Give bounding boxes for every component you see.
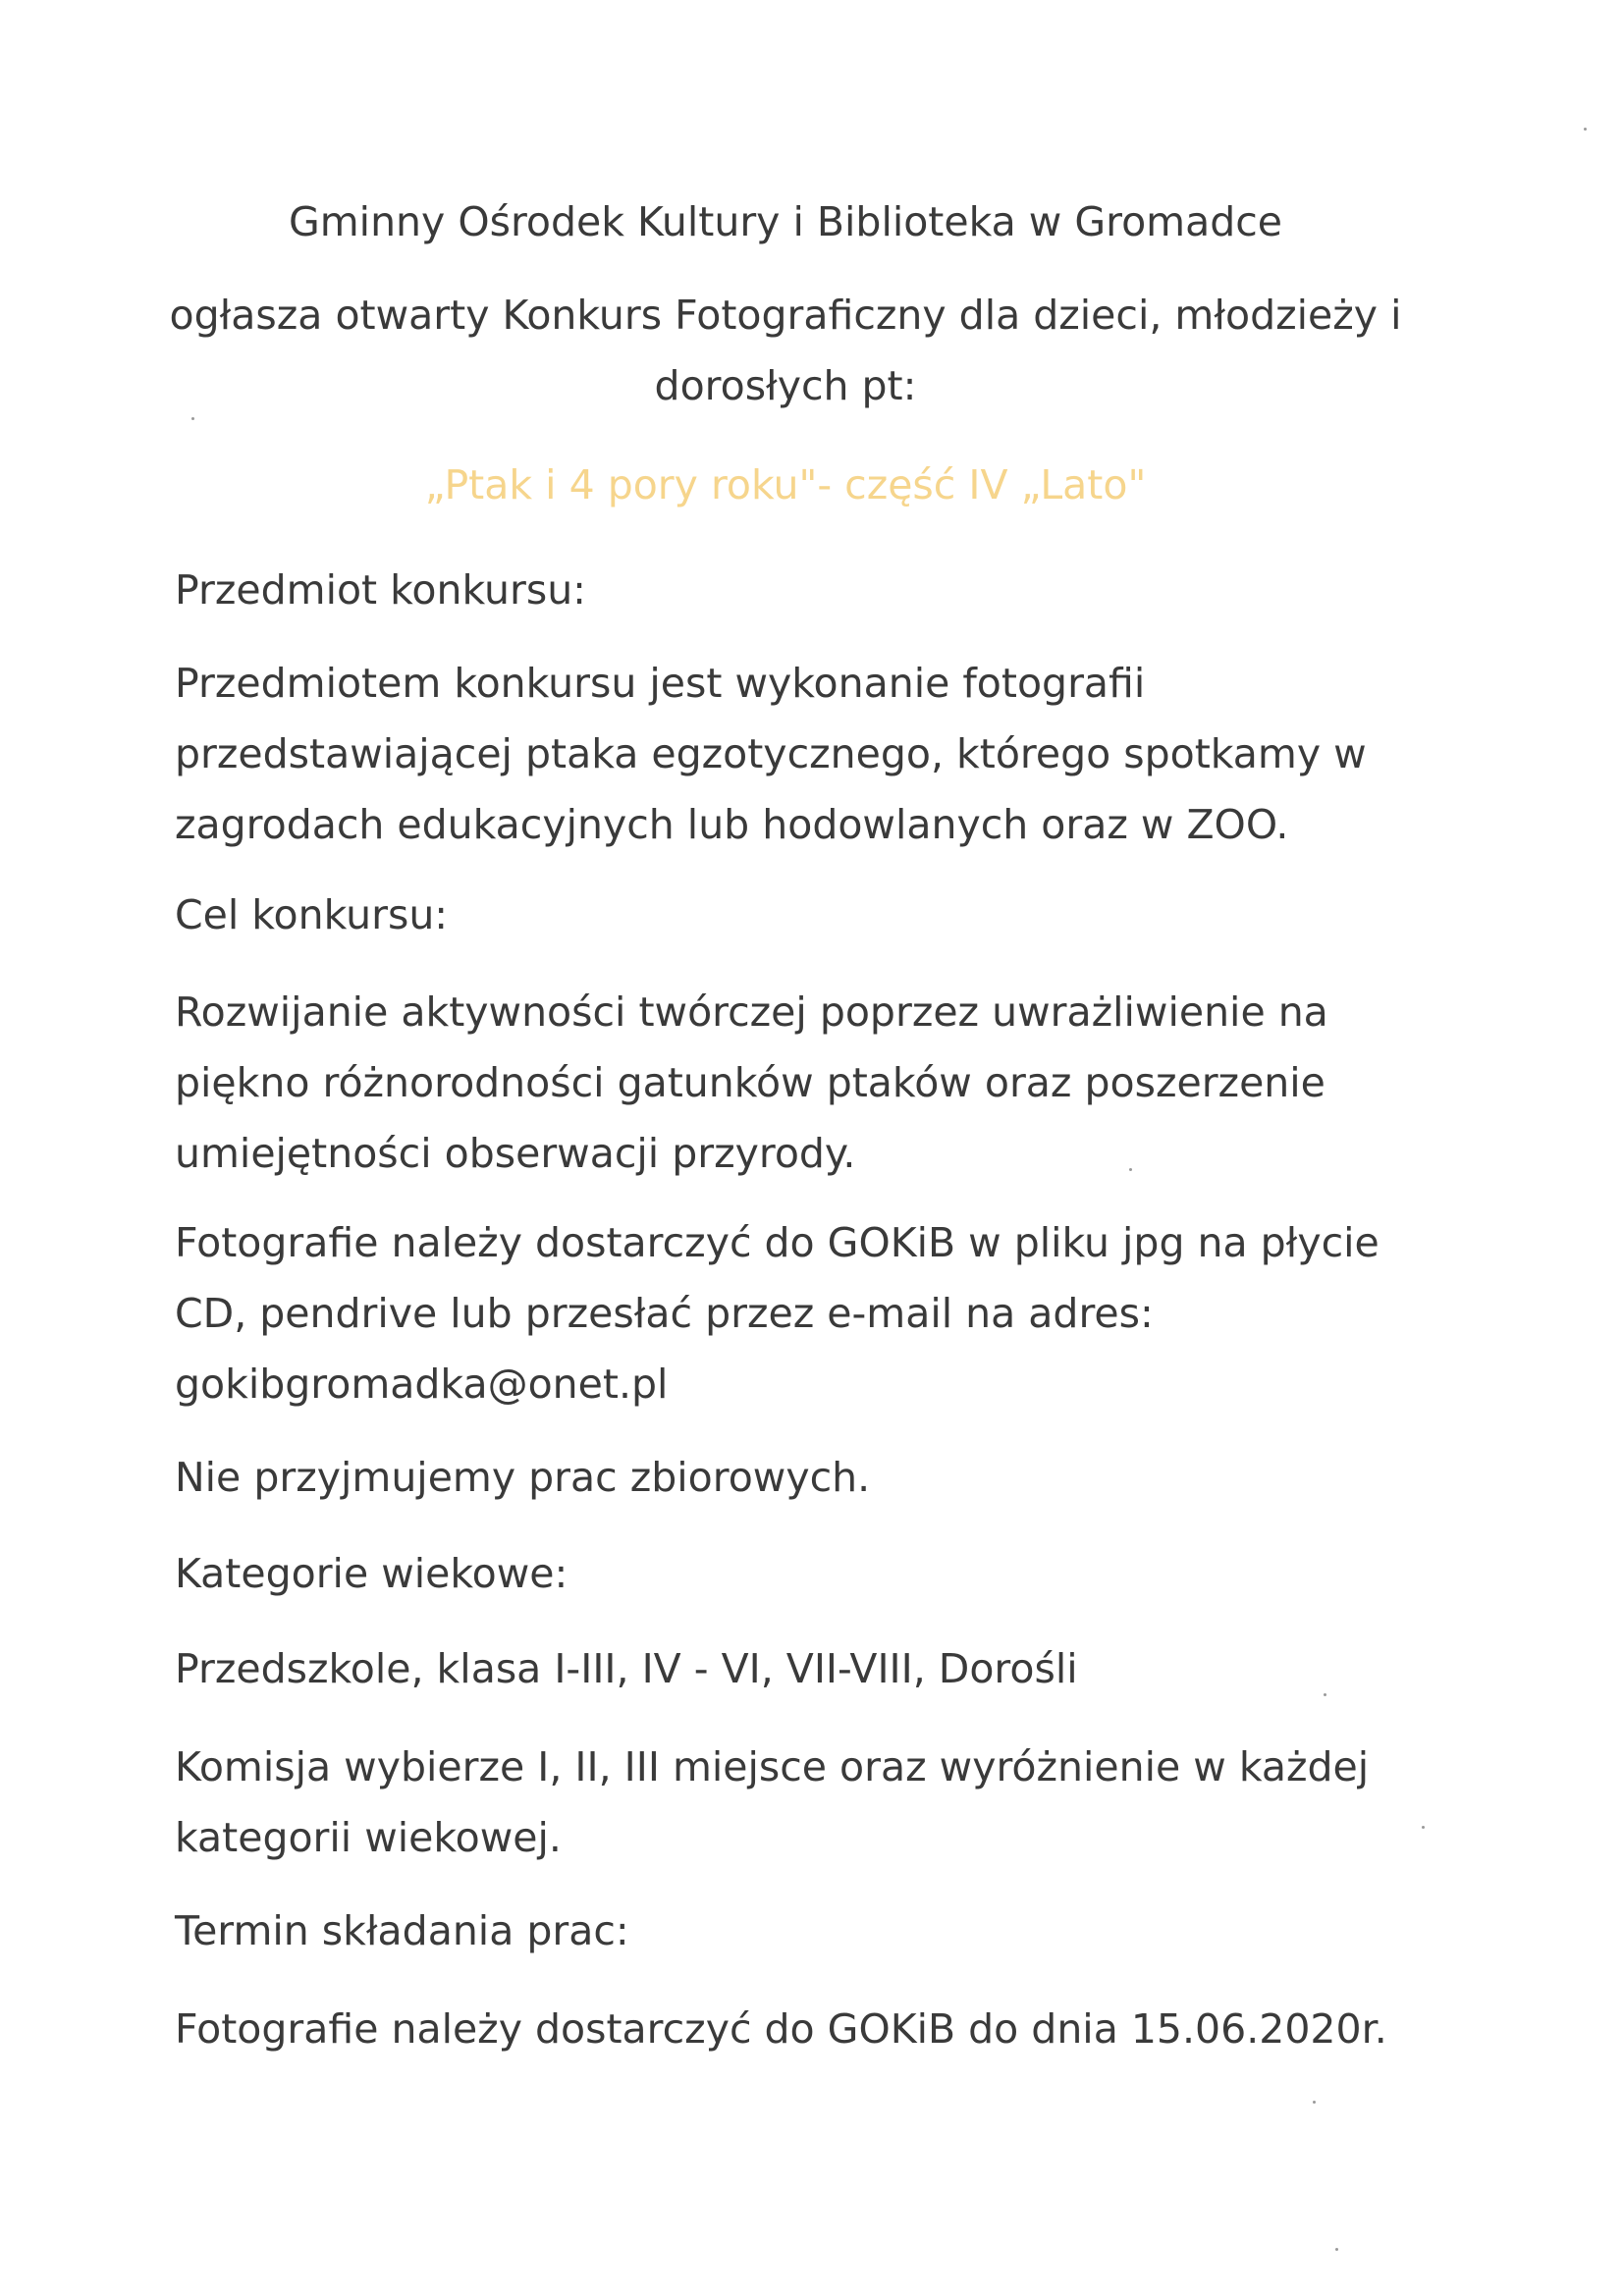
delivery-text: Fotografie należy dostarczyć do GOKiB w pliku jpg na płycie CD, pendrive lub przesłać przez e-mail na adres: gokibgromadka@onet.pl: [175, 1219, 1380, 1408]
goal-heading: Cel konkursu:: [175, 891, 449, 938]
deadline-heading: Termin składania prac:: [175, 1907, 629, 1954]
jury-text: Komisja wybierze I, II, III miejsce oraz wyróżnienie w każdej kategorii wiekowej.: [175, 1743, 1370, 1861]
subject-text: Przedmiotem konkursu jest wykonanie fotografii przedstawiającej ptaka egzotycznego, którego spotkamy w zagrodach edukacyjnych lub hodowlanych oraz w ZOO.: [175, 660, 1367, 848]
categories-heading: Kategorie wiekowe:: [175, 1550, 568, 1597]
organization-name: Gminny Ośrodek Kultury i Biblioteka w Gromadce: [288, 198, 1283, 245]
scan-speck: [1584, 128, 1587, 131]
scan-speck: [1313, 2101, 1316, 2104]
scan-speck: [1422, 1826, 1425, 1829]
goal-text: Rozwijanie aktywności twórczej poprzez uwrażliwienie na piękno różnorodności gatunków ptaków oraz poszerzenie umiejętności obserwacji przyrody.: [175, 988, 1328, 1177]
scan-speck: [191, 417, 194, 420]
categories-text: Przedszkole, klasa I-III, IV - VI, VII-VIII, Dorośli: [175, 1645, 1078, 1692]
scan-speck: [1324, 1693, 1326, 1696]
announcement-line: ogłasza otwarty Konkurs Fotograficzny dla dzieci, młodzieży i dorosłych pt:: [169, 292, 1402, 409]
no-group-works-text: Nie przyjmujemy prac zbiorowych.: [175, 1454, 871, 1501]
scan-speck: [1335, 2248, 1338, 2251]
subject-heading: Przedmiot konkursu:: [175, 566, 586, 614]
deadline-text: Fotografie należy dostarczyć do GOKiB do dnia 15.06.2020r.: [175, 2005, 1387, 2053]
contest-title: „Ptak i 4 pory roku"- część IV „Lato": [424, 461, 1147, 508]
scan-speck: [1129, 1168, 1132, 1171]
